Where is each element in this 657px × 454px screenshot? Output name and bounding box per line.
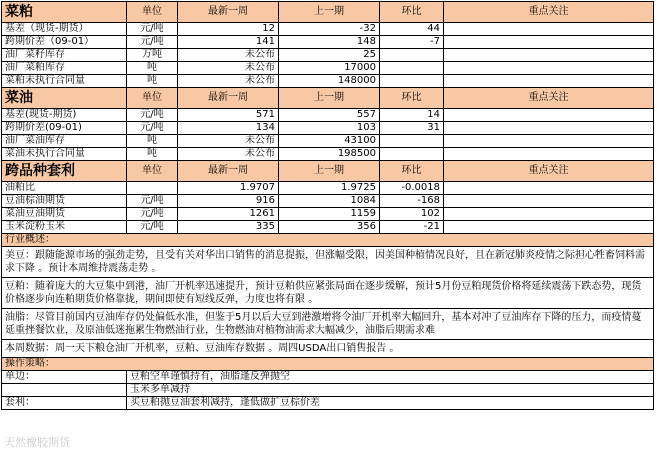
- focus-cell[interactable]: [444, 148, 654, 161]
- latest-cell[interactable]: 916: [178, 195, 279, 208]
- change-cell[interactable]: 102: [380, 208, 444, 221]
- focus-cell[interactable]: [444, 36, 654, 49]
- change-cell[interactable]: -0.0018: [380, 182, 444, 195]
- unit-cell[interactable]: 元/吨: [127, 195, 178, 208]
- row-name-cell[interactable]: 跨期价差(09-01): [2, 122, 127, 135]
- prev-cell[interactable]: 557: [279, 109, 380, 122]
- latest-cell[interactable]: 12: [178, 23, 279, 36]
- table-row: [2, 135, 654, 148]
- section-title[interactable]: 菜油: [2, 88, 127, 109]
- prev-cell[interactable]: 1.9725: [279, 182, 380, 195]
- latest-cell[interactable]: 1.9707: [178, 182, 279, 195]
- unit-cell[interactable]: 吨: [127, 135, 178, 148]
- focus-cell[interactable]: [444, 208, 654, 221]
- col-header-latest[interactable]: 最新一周: [178, 2, 279, 23]
- report-table: [1, 1, 654, 410]
- row-name-cell[interactable]: 菜油豆油期货: [2, 208, 127, 221]
- prev-cell[interactable]: 1084: [279, 195, 380, 208]
- latest-cell[interactable]: 571: [178, 109, 279, 122]
- table-row: [2, 49, 654, 62]
- focus-cell[interactable]: [444, 62, 654, 75]
- strategy-row: [2, 371, 654, 384]
- change-cell[interactable]: 14: [380, 109, 444, 122]
- unit-cell[interactable]: 元/吨: [127, 208, 178, 221]
- latest-cell[interactable]: 未公布: [178, 62, 279, 75]
- latest-cell[interactable]: 未公布: [178, 148, 279, 161]
- section-header-row: [2, 2, 654, 23]
- col-header-change[interactable]: 环比: [380, 88, 444, 109]
- col-header-focus[interactable]: 重点关注: [444, 161, 654, 182]
- section-header-row: [2, 161, 654, 182]
- focus-cell[interactable]: [444, 182, 654, 195]
- prev-cell[interactable]: 356: [279, 221, 380, 234]
- col-header-latest[interactable]: 最新一周: [178, 88, 279, 109]
- prev-cell[interactable]: 198500: [279, 148, 380, 161]
- table-row: [2, 182, 654, 195]
- latest-cell[interactable]: 141: [178, 36, 279, 49]
- latest-cell[interactable]: 未公布: [178, 135, 279, 148]
- change-cell[interactable]: -168: [380, 195, 444, 208]
- prev-cell[interactable]: 43100: [279, 135, 380, 148]
- row-name-cell[interactable]: 跨期价差（09-01）: [2, 36, 127, 49]
- prev-cell[interactable]: 148000: [279, 75, 380, 88]
- focus-cell[interactable]: [444, 49, 654, 62]
- change-cell[interactable]: [380, 75, 444, 88]
- prev-cell[interactable]: 17000: [279, 62, 380, 75]
- col-header-latest[interactable]: 最新一周: [178, 161, 279, 182]
- prev-cell[interactable]: 148: [279, 36, 380, 49]
- overview-paragraph[interactable]: 本周数据：周一天下粮仓油厂开机率，豆粕、豆油库存数据 。周四USDA出口销售报告 。: [2, 340, 654, 358]
- col-header-unit[interactable]: 单位: [127, 2, 178, 23]
- table-row: [2, 109, 654, 122]
- col-header-change[interactable]: 环比: [380, 2, 444, 23]
- unit-cell[interactable]: 万吨: [127, 49, 178, 62]
- section-title[interactable]: 菜粕: [2, 2, 127, 23]
- row-name-cell[interactable]: 菜油未执行合同量: [2, 148, 127, 161]
- table-row: [2, 208, 654, 221]
- overview-paragraph[interactable]: 油脂：尽管目前国内豆油库存仍处偏低水准，但鉴于5月以后大豆到港激增将令油厂开机率大幅回升，基本对冲了豆油库存下降的压力，而疫情蔓延重挫餐饮业，及原油低迷拖累生物燃油行业，生物燃油对植物油需求大幅减少，油脂后期需求难: [2, 309, 654, 340]
- change-cell[interactable]: [380, 135, 444, 148]
- latest-cell[interactable]: 未公布: [178, 49, 279, 62]
- row-name-cell[interactable]: 基差（现货-期货）: [2, 23, 127, 36]
- overview-title-row: [2, 234, 654, 247]
- section-title[interactable]: 跨品种套利: [2, 161, 127, 182]
- overview-paragraph-row: [2, 340, 654, 358]
- strategy-text[interactable]: 买豆粕抛豆油套利减持，逢低做扩豆棕价差: [127, 397, 654, 410]
- overview-paragraph-row: [2, 309, 654, 340]
- focus-cell[interactable]: [444, 75, 654, 88]
- overview-paragraph[interactable]: 美豆：跟随能源市场的强劲走势，且受有关对华出口销售的消息提振，但涨幅受限，因美国种植情况良好，且在新冠肺炎疫情之际担心牲畜饲料需求下降 。预计本周维持震荡走势 。: [2, 247, 654, 278]
- col-header-focus[interactable]: 重点关注: [444, 2, 654, 23]
- unit-cell[interactable]: 元/吨: [127, 221, 178, 234]
- strategy-row: [2, 384, 654, 397]
- latest-cell[interactable]: 134: [178, 122, 279, 135]
- overview-paragraph-row: [2, 247, 654, 278]
- change-cell[interactable]: -7: [380, 36, 444, 49]
- latest-cell[interactable]: 未公布: [178, 75, 279, 88]
- table-row: [2, 23, 654, 36]
- table-row: [2, 195, 654, 208]
- table-row: [2, 221, 654, 234]
- prev-cell[interactable]: 103: [279, 122, 380, 135]
- col-header-prev[interactable]: 上一期: [279, 2, 380, 23]
- strategy-text[interactable]: 玉米多单减持: [127, 384, 654, 397]
- table-row: [2, 148, 654, 161]
- strategy-text[interactable]: 豆粕空单谨慎持有，油脂逢反弹抛空: [127, 371, 654, 384]
- focus-cell[interactable]: [444, 135, 654, 148]
- focus-cell[interactable]: [444, 109, 654, 122]
- col-header-prev[interactable]: 上一期: [279, 88, 380, 109]
- strategy-title-row: [2, 358, 654, 371]
- row-name-cell[interactable]: 油厂菜油库存: [2, 135, 127, 148]
- table-row: [2, 62, 654, 75]
- table-row: [2, 122, 654, 135]
- row-name-cell[interactable]: 菜粕未执行合同量: [2, 75, 127, 88]
- table-row: [2, 36, 654, 49]
- unit-cell[interactable]: 吨: [127, 62, 178, 75]
- section-header-row: [2, 88, 654, 109]
- change-cell[interactable]: 31: [380, 122, 444, 135]
- latest-cell[interactable]: 335: [178, 221, 279, 234]
- unit-cell[interactable]: 元/吨: [127, 122, 178, 135]
- overview-paragraph[interactable]: 豆粕：随着庞大的大豆集中到港，油厂开机率迅速提升，预计豆粕供应紧张局面在逐步缓解，预计5月份豆粕现货价格将延续震荡下跌态势，现货价格逐步向连粕期货价格靠拢，期间即使有短线反弹，力度也将有限 。: [2, 278, 654, 309]
- prev-cell[interactable]: 1159: [279, 208, 380, 221]
- prev-cell[interactable]: -32: [279, 23, 380, 36]
- change-cell[interactable]: [380, 148, 444, 161]
- row-name-cell[interactable]: 油厂菜籽库存: [2, 49, 127, 62]
- latest-cell[interactable]: 1261: [178, 208, 279, 221]
- row-name-cell[interactable]: 玉米淀粉玉米: [2, 221, 127, 234]
- overview-paragraph-row: [2, 278, 654, 309]
- unit-cell[interactable]: 元/吨: [127, 23, 178, 36]
- unit-cell[interactable]: 元/吨: [127, 109, 178, 122]
- prev-cell[interactable]: 25: [279, 49, 380, 62]
- focus-cell[interactable]: [444, 195, 654, 208]
- focus-cell[interactable]: [444, 221, 654, 234]
- change-cell[interactable]: 44: [380, 23, 444, 36]
- col-header-unit[interactable]: 单位: [127, 88, 178, 109]
- row-name-cell[interactable]: 豆油棕油期货: [2, 195, 127, 208]
- unit-cell[interactable]: [127, 182, 178, 195]
- change-cell[interactable]: [380, 49, 444, 62]
- col-header-unit[interactable]: 单位: [127, 161, 178, 182]
- strategy-label[interactable]: [2, 384, 127, 397]
- col-header-prev[interactable]: 上一期: [279, 161, 380, 182]
- row-name-cell[interactable]: 基差(现货-期货): [2, 109, 127, 122]
- watermark-text: 天然橡胶期货: [4, 436, 70, 449]
- focus-cell[interactable]: [444, 23, 654, 36]
- strategy-label[interactable]: 套利：: [2, 397, 127, 410]
- strategy-row: [2, 397, 654, 410]
- unit-cell[interactable]: 元/吨: [127, 36, 178, 49]
- row-name-cell[interactable]: 油厂菜粕库存: [2, 62, 127, 75]
- col-header-focus[interactable]: 重点关注: [444, 88, 654, 109]
- overview-title[interactable]: 行业概述：: [2, 234, 654, 247]
- table-row: [2, 75, 654, 88]
- unit-cell[interactable]: 吨: [127, 75, 178, 88]
- change-cell[interactable]: -21: [380, 221, 444, 234]
- col-header-change[interactable]: 环比: [380, 161, 444, 182]
- change-cell[interactable]: [380, 62, 444, 75]
- strategy-title[interactable]: 操作策略：: [2, 358, 654, 371]
- focus-cell[interactable]: [444, 122, 654, 135]
- strategy-label[interactable]: 单边：: [2, 371, 127, 384]
- unit-cell[interactable]: 吨: [127, 148, 178, 161]
- row-name-cell[interactable]: 油粕比: [2, 182, 127, 195]
